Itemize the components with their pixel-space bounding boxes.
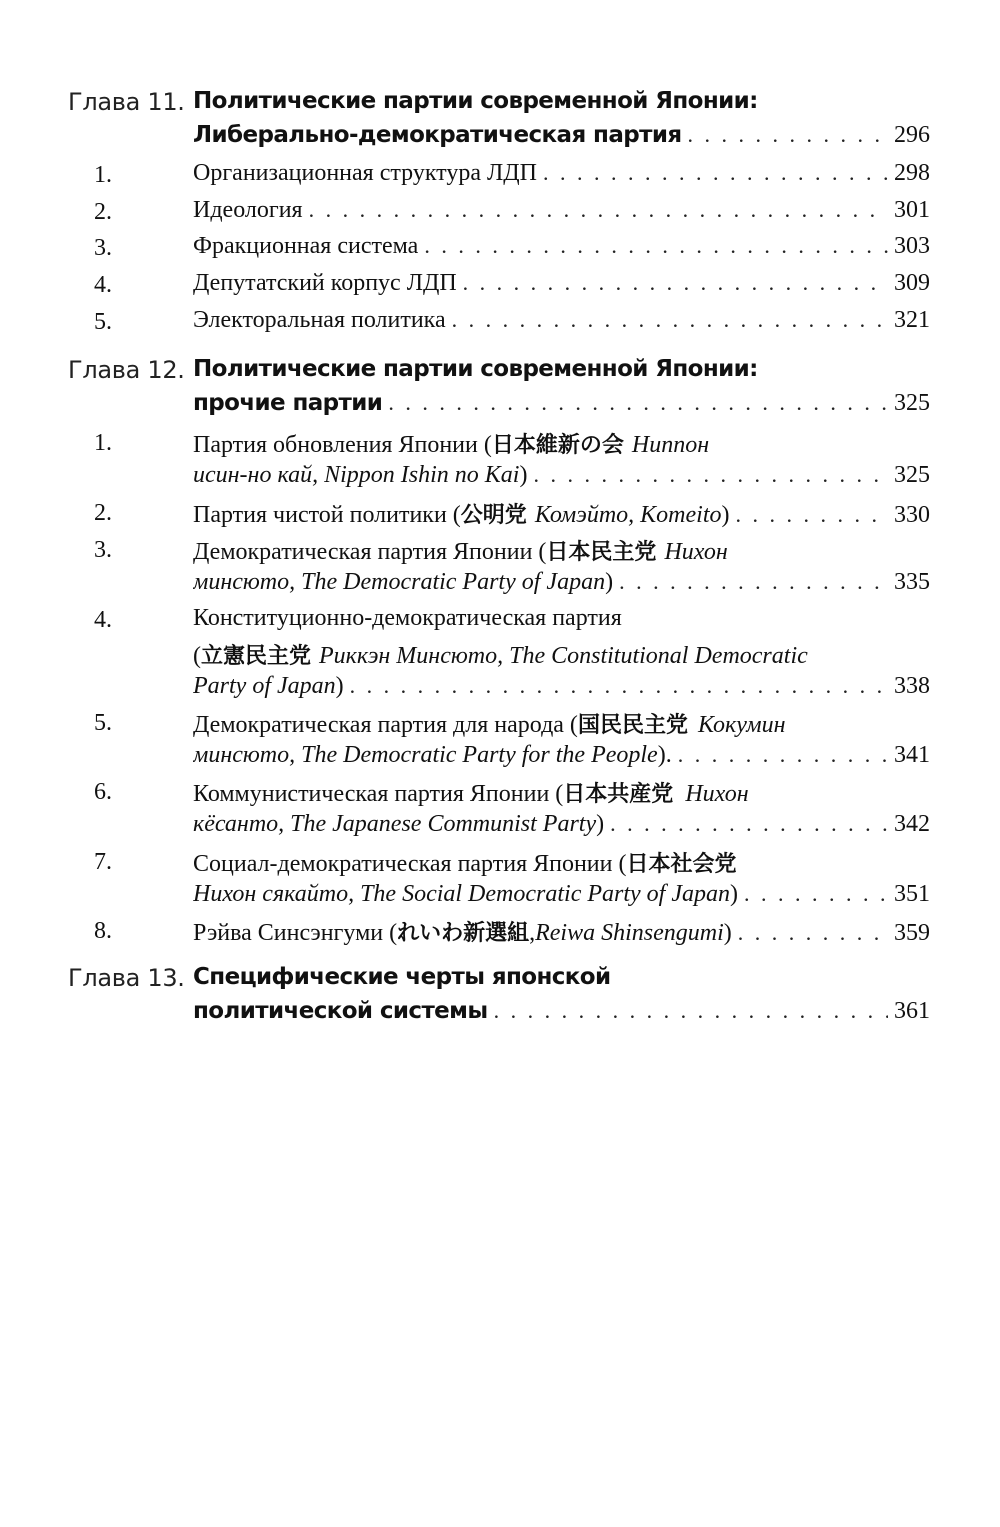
toc-item[interactable] [193, 916, 930, 950]
item-title: Демократическая партия для народа ( [193, 712, 578, 738]
page-number: 342 [894, 811, 930, 837]
chapter-title-line2: прочие партии [193, 390, 383, 416]
toc-item[interactable] [193, 160, 930, 194]
toc-item-line1[interactable] [193, 428, 930, 462]
dot-leader [543, 160, 888, 186]
toc-item-line2[interactable] [193, 462, 930, 496]
dot-leader [424, 233, 888, 259]
item-title-transliteration: Ниппон [631, 432, 710, 458]
page-number: 351 [894, 881, 930, 907]
toc-item-line3[interactable] [193, 673, 930, 707]
toc-item[interactable] [193, 197, 930, 231]
page-number: 303 [894, 233, 930, 259]
dot-leader [735, 502, 888, 528]
item-title: ( [193, 643, 201, 669]
toc-item[interactable] [193, 233, 930, 267]
dot-leader [610, 811, 888, 837]
item-title-transliteration: минсюто, The Democratic Party of Japan [193, 569, 606, 595]
item-title-transliteration: Комэйто, Komeito [534, 502, 722, 528]
toc-item-line1[interactable] [193, 535, 930, 569]
dot-leader [688, 122, 888, 148]
page-number: 330 [894, 502, 930, 528]
item-number: 5. [94, 710, 112, 736]
page-number: 298 [894, 160, 930, 186]
page-number: 338 [894, 673, 930, 699]
page-number: 296 [894, 122, 930, 148]
chapter-title-line1: Политические партии современной Японии: [193, 356, 758, 382]
chapter-title-line1: Специфические черты японской [193, 964, 611, 990]
item-title: Идеология [193, 197, 303, 223]
dot-leader [463, 270, 888, 296]
toc-item[interactable] [193, 498, 930, 532]
item-title-separator: , [529, 920, 536, 946]
item-title-transliteration: Риккэн Минсюто, The Constitutional Democratic [319, 643, 808, 669]
item-title-japanese: 立憲民主党 [201, 644, 312, 669]
toc-item-line1[interactable] [193, 847, 930, 881]
item-number: 5. [94, 309, 112, 335]
toc-item-line1[interactable] [193, 708, 930, 742]
item-title-end: ) [721, 502, 730, 528]
item-title-end: ) [730, 881, 738, 907]
dot-leader [388, 390, 888, 416]
item-title: Коммунистическая партия Японии ( [193, 781, 564, 807]
toc-item[interactable] [193, 270, 930, 304]
item-title-end: ) [605, 569, 614, 595]
item-number: 3. [94, 537, 112, 563]
chapter-title-line2: политической системы [193, 998, 488, 1024]
item-title: Партия чистой политики ( [193, 502, 461, 528]
item-title-end: ) [335, 673, 344, 699]
page-number: 335 [894, 569, 930, 595]
dot-leader [494, 998, 888, 1024]
page-number: 309 [894, 270, 930, 296]
item-title: Электоральная политика [193, 307, 446, 333]
toc-item-line2[interactable] [193, 811, 930, 845]
dot-leader [738, 920, 888, 946]
item-title-transliteration: Нихон [664, 539, 728, 565]
page-number: 301 [894, 197, 930, 223]
item-number: 7. [94, 849, 112, 875]
item-title-japanese: 日本民主党 [546, 540, 657, 565]
chapter-label: Глава 11. [68, 88, 185, 116]
toc-item[interactable] [193, 307, 930, 341]
dot-leader [452, 307, 888, 333]
chapter-title-line2-row[interactable] [193, 122, 930, 156]
item-title-end: ) [596, 811, 605, 837]
dot-leader [309, 197, 888, 223]
item-title-japanese: 日本共産党 [563, 782, 674, 807]
item-title-transliteration: Нихон [685, 781, 749, 807]
toc-item-line2[interactable] [193, 569, 930, 603]
item-title: Социал-демократическая партия Японии ( [193, 851, 627, 877]
item-title-japanese: 公明党 [460, 503, 527, 528]
dot-leader [350, 673, 888, 699]
page-number: 321 [894, 307, 930, 333]
chapter-title-line2-row[interactable] [193, 390, 930, 424]
item-title: Рэйва Синсэнгуми ( [193, 920, 398, 946]
toc-item-line1[interactable] [193, 605, 930, 639]
item-title: Депутатский корпус ЛДП [193, 270, 457, 296]
page-number: 359 [894, 920, 930, 946]
item-title: Конституционно-демократическая партия [193, 605, 622, 631]
item-number: 4. [94, 607, 112, 633]
item-title-japanese: れいわ新選組 [397, 921, 530, 946]
item-number: 4. [94, 272, 112, 298]
item-title: Организационная структура ЛДП [193, 160, 537, 186]
page-number: 361 [894, 998, 930, 1024]
dot-leader [678, 742, 888, 768]
item-title-transliteration: минсюто, The Democratic Party for the People [193, 742, 658, 768]
item-title-transliteration: Нихон сякайто, The Social Democratic Party of Japan [193, 881, 730, 907]
item-number: 6. [94, 779, 112, 805]
chapter-title-line2-row[interactable] [193, 998, 930, 1032]
item-title-japanese: 日本維新の会 [491, 433, 624, 458]
dot-leader [533, 462, 888, 488]
chapter-label: Глава 13. [68, 964, 185, 992]
item-title-transliteration: Party of Japan [193, 673, 336, 699]
chapter-title-line2: Либерально-демократическая партия [193, 122, 682, 148]
item-number: 1. [94, 162, 112, 188]
item-title-transliteration: Reiwa Shinsengumi [535, 920, 724, 946]
item-title: Фракционная система [193, 233, 419, 259]
item-title-transliteration: исин-но кай, Nippon Ishin no Kai [193, 462, 520, 488]
item-title-end: ) [723, 920, 732, 946]
item-number: 2. [94, 500, 112, 526]
toc-item-line1[interactable] [193, 777, 930, 811]
item-title-end: ) [519, 462, 528, 488]
dot-leader [744, 881, 888, 907]
item-title-japanese: 日本社会党 [626, 852, 737, 877]
page-number: 325 [894, 390, 930, 416]
chapter-label: Глава 12. [68, 356, 185, 384]
page-number: 325 [894, 462, 930, 488]
toc-item-line2[interactable] [193, 742, 930, 776]
item-title: Демократическая партия Японии ( [193, 539, 547, 565]
item-title: Партия обновления Японии ( [193, 432, 492, 458]
toc-item-line2[interactable] [193, 639, 930, 673]
dot-leader [619, 569, 888, 595]
item-title-japanese: 国民民主党 [577, 713, 688, 738]
page-number: 341 [894, 742, 930, 768]
item-title-end: ). [657, 742, 672, 768]
toc-item-line2[interactable] [193, 881, 930, 915]
item-number: 1. [94, 430, 112, 456]
item-number: 8. [94, 918, 112, 944]
item-title-transliteration: Кокумин [697, 712, 786, 738]
item-number: 3. [94, 235, 112, 261]
item-title-transliteration: кёсанто, The Japanese Communist Party [193, 811, 597, 837]
chapter-title-line1: Политические партии современной Японии: [193, 88, 758, 114]
item-number: 2. [94, 199, 112, 225]
